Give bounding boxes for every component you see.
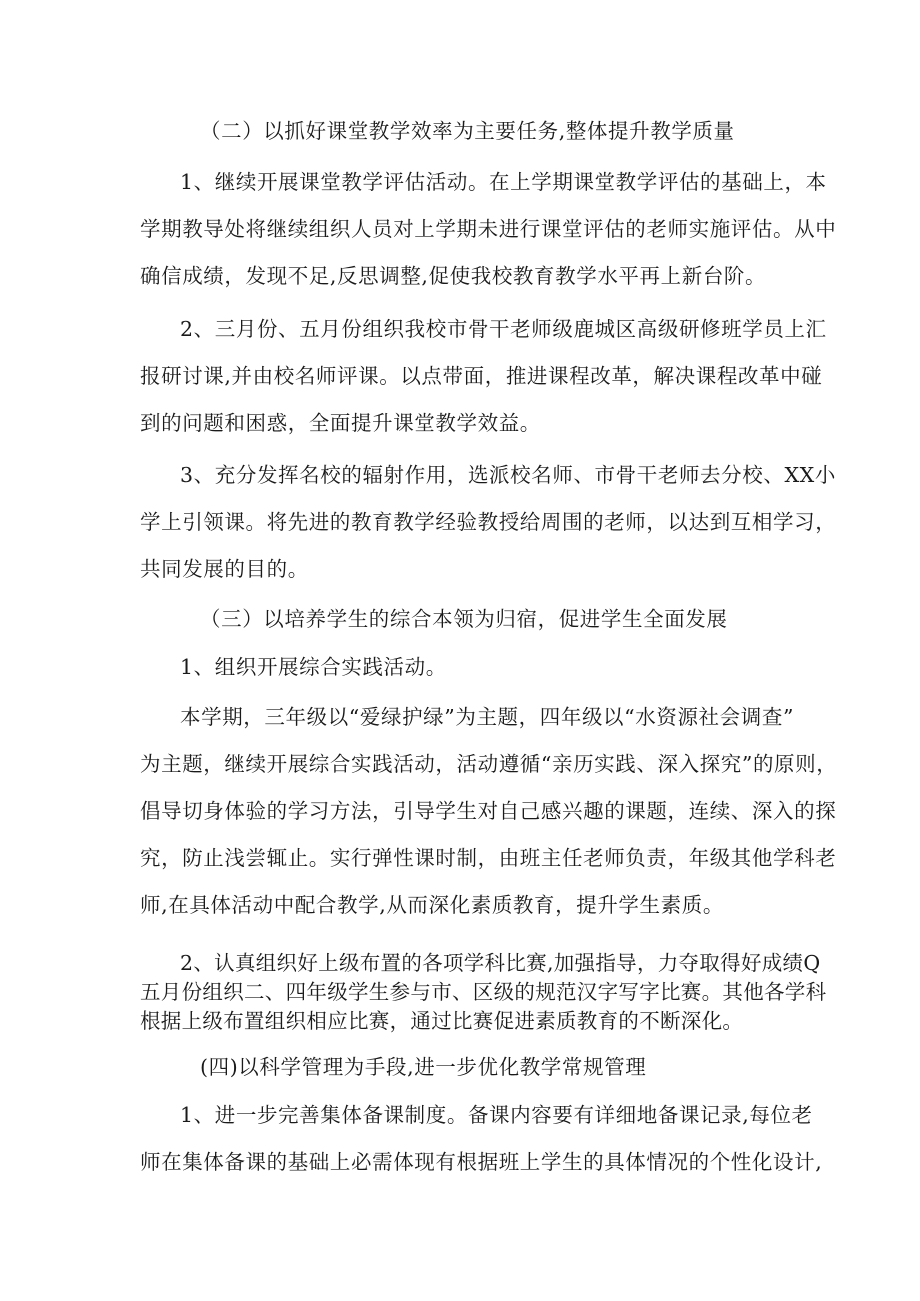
section-4-heading: (四)以科学管理为手段,进一步优化教学常规管理 [200, 1055, 647, 1079]
section-3-item-1-body-line-5: 师,在具体活动中配合教学,从而深化素质教育，提升学生素质。 [140, 893, 724, 917]
section-3-item-1-title: 1、组织开展综合实践活动。 [180, 655, 447, 679]
section-3-heading: （三）以培养学生的综合本领为归宿，促进学生全面发展 [200, 607, 728, 631]
section-2-item-2-line-1: 2、三月份、五月份组织我校市骨干老师级鹿城区高级研修班学员上汇 [180, 317, 827, 341]
section-2-item-3-line-3: 共同发展的目的。 [140, 557, 309, 581]
section-3-item-2-line-1: 2、认真组织好上级布置的各项学科比赛,加强指导，力夺取得好成绩Q [180, 951, 821, 975]
section-2-item-3-line-1: 3、充分发挥名校的辐射作用，选派校名师、市骨干老师去分校、XX小 [180, 463, 836, 487]
section-2-item-1-line-1: 1、继续开展课堂教学评估活动。在上学期课堂教学评估的基础上，本 [180, 170, 827, 194]
section-3-item-1-body-line-1: 本学期，三年级以“爱绿护绿”为主题，四年级以“水资源社会调查” [180, 705, 795, 729]
section-4-item-1-line-2: 师在集体备课的基础上必需体现有根据班上学生的具体情况的个性化设计, [140, 1150, 823, 1174]
section-2-item-2-line-3: 到的问题和困惑，全面提升课堂教学效益。 [140, 411, 541, 435]
section-2-item-1-line-2: 学期教导处将继续组织人员对上学期未进行课堂评估的老师实施评估。从中 [140, 217, 837, 241]
section-3-item-1-body-line-3: 倡导切身体验的学习方法，引导学生对自己感兴趣的课题，连续、深入的探 [140, 799, 837, 823]
section-3-item-1-body-line-2: 为主题，继续开展综合实践活动，活动遵循“亲历实践、深入探究”的原则， [140, 752, 838, 776]
section-2-heading: （二）以抓好课堂教学效率为主要任务,整体提升教学质量 [200, 119, 735, 143]
section-3-item-1-body-line-4: 究，防止浅尝辄止。实行弹性课时制，由班主任老师负责，年级其他学科老 [140, 846, 837, 870]
section-2-item-1-line-3: 确信成绩，发现不足,反思调整,促使我校教育教学水平再上新台阶。 [140, 264, 767, 288]
section-3-item-2-line-3: 根据上级布置组织相应比赛，通过比赛促进素质教育的不断深化。 [140, 1009, 744, 1033]
section-2-item-3-line-2: 学上引领课。将先进的教育教学经验教授给周围的老师，以达到互相学习， [140, 510, 837, 534]
section-2-item-2-line-2: 报研讨课,并由校名师评课。以点带面，推进课程改革，解决课程改革中碰 [140, 364, 823, 388]
section-3-item-2-line-2: 五月份组织二、四年级学生参与市、区级的规范汉字写字比赛。其他各学科 [140, 980, 827, 1004]
section-4-item-1-line-1: 1、进一步完善集体备课制度。备课内容要有详细地备课记录,每位老 [180, 1103, 813, 1127]
